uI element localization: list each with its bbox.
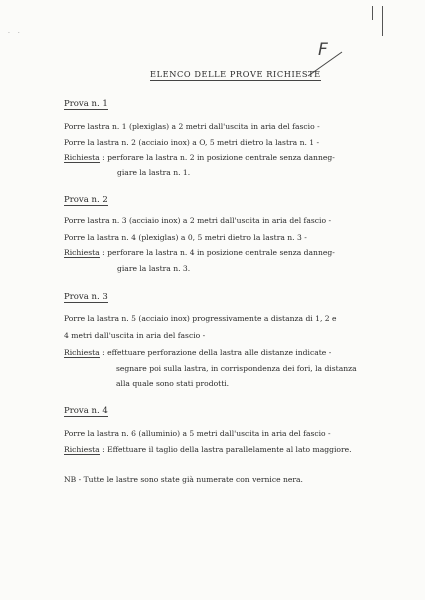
section-3-request-cont-2: alla quale sono stati prodotti. — [116, 379, 230, 388]
section-heading-prova-3: Prova n. 3 — [64, 292, 108, 302]
request-label: Richiesta — [64, 153, 100, 162]
section-1-request — [64, 153, 335, 162]
section-1-request-cont: giare la lastra n. 1. — [117, 168, 191, 177]
footnote: NB - Tutte le lastre sono state già numerate con vernice nera. — [64, 475, 303, 484]
section-3-line-1: Porre la lastra n. 5 (acciaio inox) progressivamente a distanza di 1, 2 e — [64, 314, 337, 323]
margin-dots: . . — [8, 28, 23, 35]
section-heading-prova-4: Prova n. 4 — [64, 406, 108, 416]
section-3-request-cont-1: segnare poi sulla lastra, in corrispondenza dei fori, la distanza — [116, 364, 357, 373]
section-3-line-2: 4 metri dall'uscita in aria del fascio - — [64, 331, 206, 340]
request-text: : perforare la lastra n. 2 in posizione centrale senza danneg- — [102, 153, 335, 162]
section-4-request — [64, 445, 352, 454]
request-label: Richiesta — [64, 445, 100, 454]
request-text: : perforare la lastra n. 4 in posizione centrale senza danneg- — [102, 248, 335, 257]
section-2-line-1: Porre lastra n. 3 (acciaio inox) a 2 metri dall'uscita in aria del fascio - — [64, 216, 332, 225]
section-2-request-cont: giare la lastra n. 3. — [117, 264, 191, 273]
section-heading-prova-1: Prova n. 1 — [64, 99, 108, 109]
margin-tick-marks — [370, 6, 386, 36]
section-heading-prova-2: Prova n. 2 — [64, 195, 108, 205]
section-2-line-2: Porre la lastra n. 4 (plexiglas) a 0, 5 metri dietro la lastra n. 3 - — [64, 233, 307, 242]
request-text: : effettuare perforazione della lastra alle distanze indicate - — [102, 348, 332, 357]
request-text: : Effettuare il taglio della lastra parallelamente al lato maggiore. — [102, 445, 352, 454]
section-4-line-1: Porre la lastra n. 6 (alluminio) a 5 metri dall'uscita in aria del fascio - — [64, 429, 331, 438]
section-1-line-1: Porre lastra n. 1 (plexiglas) a 2 metri dall'uscita in aria del fascio - — [64, 122, 320, 131]
document-title: ELENCO DELLE PROVE RICHIESTE — [150, 69, 321, 79]
request-label: Richiesta — [64, 348, 100, 357]
handwritten-annotation: F — [318, 40, 328, 60]
section-3-request — [64, 348, 331, 357]
section-1-line-2: Porre la lastra n. 2 (acciaio inox) a O, 5 metri dietro la lastra n. 1 - — [64, 138, 320, 147]
request-label: Richiesta — [64, 248, 100, 257]
section-2-request — [64, 248, 335, 257]
